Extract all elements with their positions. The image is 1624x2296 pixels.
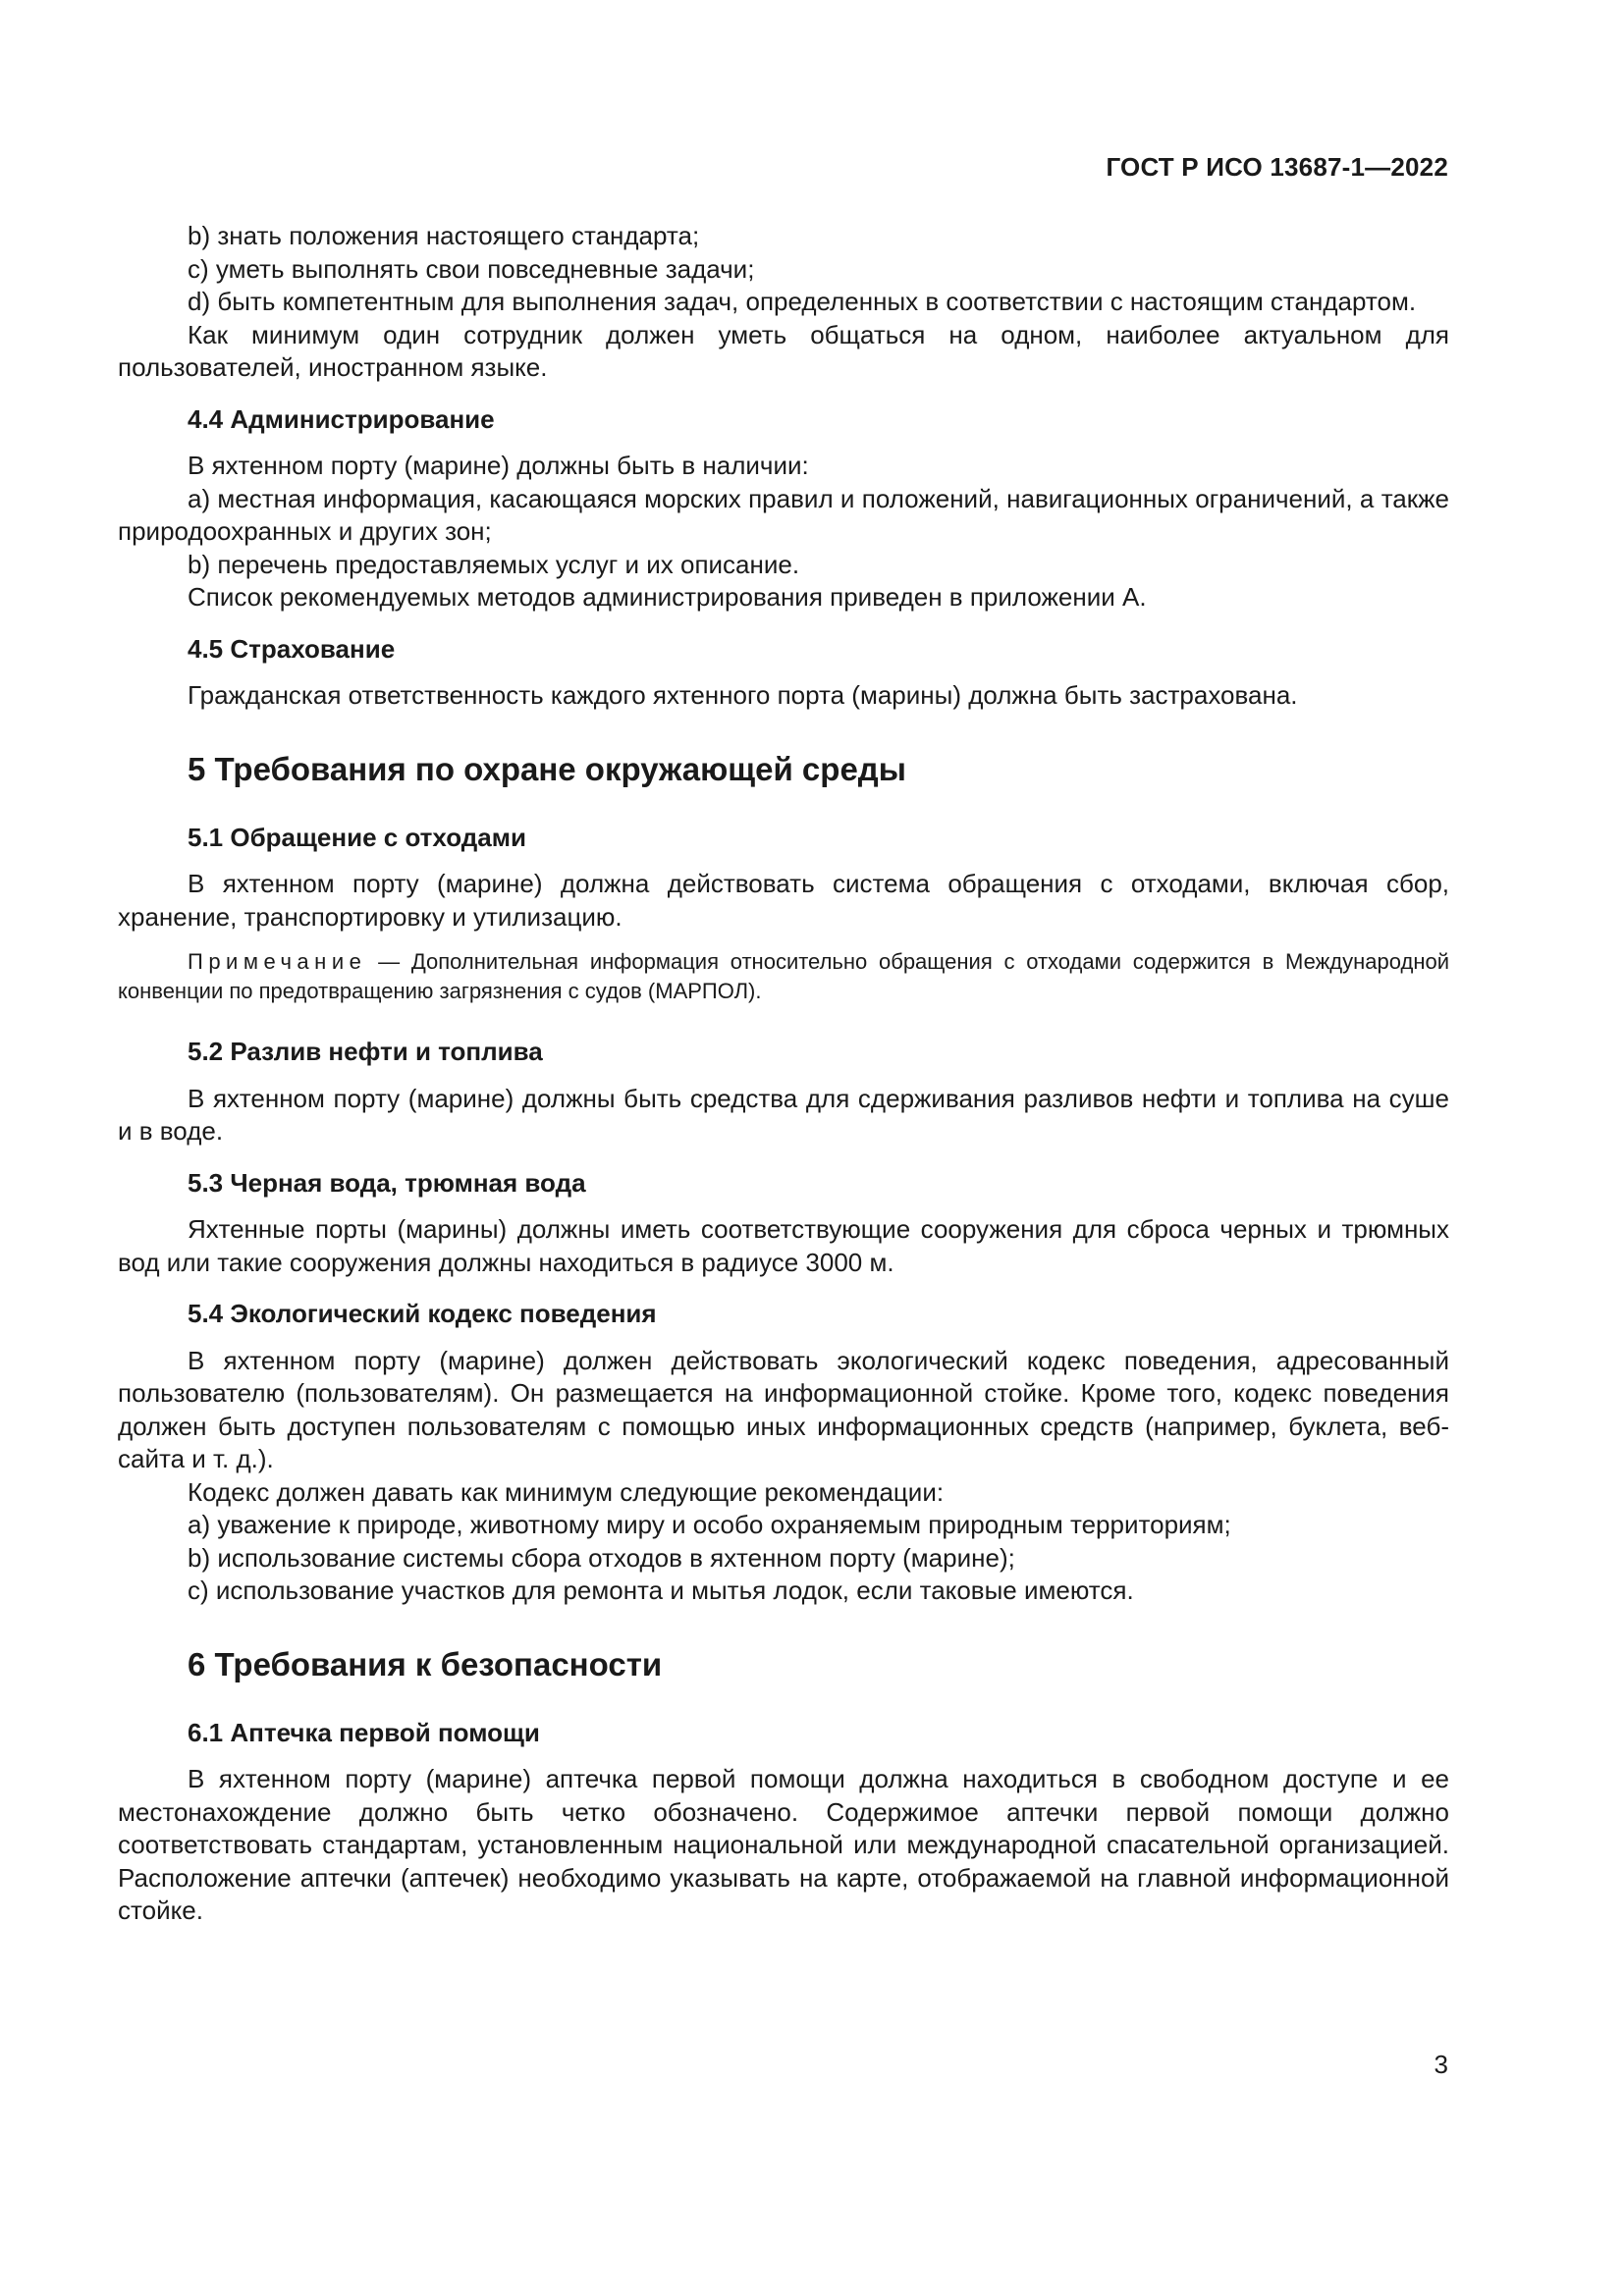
section-4-5-title: 4.5 Страхование [188,633,396,664]
section-4-4-paragraph-2: Список рекомендуемых методов администрирования приведен в приложении А. [188,582,1147,612]
note-label: Примечание [188,949,367,974]
section-5-4-item-c: c) использование участков для ремонта и мытья лодок, если таковые имеются. [188,1575,1134,1605]
intro-item-c: c) уметь выполнять свои повседневные задачи; [188,253,755,284]
section-5-2-paragraph-1: В яхтенном порту (марине) должны быть средства для сдерживания разливов нефти и топлива на суше и в воде. [118,1083,1449,1146]
intro-item-d: d) быть компетентным для выполнения задач, определенных в соответствии с настоящим стандартом. [188,287,1417,316]
section-6-1-title: 6.1 Аптечка первой помощи [188,1717,540,1747]
section-4-5-paragraph-1: Гражданская ответственность каждого яхтенного порта (марины) должна быть застрахована. [188,680,1298,710]
section-5-4-paragraph-1: В яхтенном порту (марине) должен действовать экологический кодекс поведения, адресованный пользователю (пользователям). Он размещается на информационной стойке. Кроме того, кодекс поведения должен быть доступен пользователям с помощью иных информационных средств (например, буклета, веб-сайта и т. д.). [118,1345,1449,1473]
page-number: 3 [1434,2050,1448,2079]
section-5-1-paragraph-1: В яхтенном порту (марине) должна действовать система обращения с отходами, включая сбор, хранение, транспортировку и утилизацию. [118,869,1449,932]
section-4-4-item-b: b) перечень предоставляемых услуг и их описание. [188,549,800,579]
section-5-4-paragraph-2: Кодекс должен давать как минимум следующие рекомендации: [188,1476,945,1507]
section-5-4-title: 5.4 Экологический кодекс поведения [188,1299,657,1328]
section-6-title: 6 Требования к безопасности [188,1645,663,1682]
document-header: ГОСТ Р ИСО 13687-1—2022 [1106,152,1448,182]
section-6-1-paragraph-1: В яхтенном порту (марине) аптечка первой помощи должна находиться в свободном доступе и ее местонахождение должно быть четко обозначено. Содержимое аптечки первой помощи должно соответствовать стандартам, установленным национальной или международной спасательной организацией. Расположение аптечки (аптечек) необходимо указывать на карте, отображаемой на главной информационной стойке. [118,1764,1449,1925]
section-5-3-paragraph-1: Яхтенные порты (марины) должны иметь соответствующие сооружения для сброса черных и трюмных вод или такие сооружения должны находиться в радиусе 3000 м. [118,1214,1449,1277]
section-5-1-note [118,947,1449,1006]
section-5-4-item-a: a) уважение к природе, животному миру и особо охраняемым природным территориям; [188,1510,1231,1539]
section-4-4-title: 4.4 Администрирование [188,403,495,434]
intro-item-b: b) знать положения настоящего стандарта; [188,221,700,250]
section-5-1-title: 5.1 Обращение с отходами [188,822,526,852]
section-5-4-item-b: b) использование системы сбора отходов в яхтенном порту (марине); [188,1542,1015,1573]
section-5-2-title: 5.2 Разлив нефти и топлива [188,1037,543,1066]
intro-language-requirement: Как минимум один сотрудник должен уметь общаться на одном, наиболее актуальном для пользователей, иностранном языке. [118,319,1449,382]
section-4-4-item-a: a) местная информация, касающаяся морских правил и положений, навигационных ограничений, а также природоохранных и других зон; [118,483,1449,546]
page-content [118,220,1449,1928]
section-4-4-paragraph-1: В яхтенном порту (марине) должны быть в наличии: [188,451,809,480]
section-5-title: 5 Требования по охране окружающей среды [188,750,906,787]
note-text: — Дополнительная информация относительно обращения с отходами содержится в Международной конвенции по предотвращению загрязнения с судов (МАРПОЛ). [118,949,1449,1003]
section-5-3-title: 5.3 Черная вода, трюмная вода [188,1167,586,1198]
